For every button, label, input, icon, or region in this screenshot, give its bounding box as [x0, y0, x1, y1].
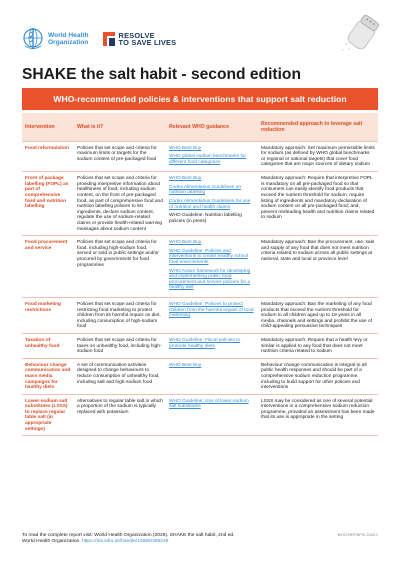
resolve-to-save-lives-logo: [103, 32, 177, 47]
guidance-link[interactable]: Codex Alimentarius Guidelines for use of nutrition and health claims: [169, 199, 251, 210]
approach-cell: Mandatory approach: Set maximum permissible limits for sodium (as defined by WHO global benchmarks or regional or national targets) that cover food categories that are major sources of dietary sodium: [258, 141, 378, 172]
guidance-link[interactable]: WHO Guideline: Policies and interventions to create healthy school food environments: [169, 248, 249, 265]
guidance-link[interactable]: WHO Best Buy: [169, 240, 202, 246]
intervention-cell: Food reformulation: [22, 141, 74, 172]
table-row: [22, 172, 378, 236]
who-logo: [22, 27, 89, 51]
guidance-link[interactable]: Codex Alimentarius Guidelines on nutrition labelling: [169, 184, 241, 196]
section-banner: WHO-recommended policies & interventions that support salt reduction: [22, 88, 378, 110]
description-cell: Policies that set scope and criteria for taxes on unhealthy food, including high-sodium food: [74, 333, 166, 358]
description-cell: Policies that set scope and criteria for food, including high-sodium food, served or sold in public settings and/or procured by governments for food programmes: [74, 236, 166, 298]
description-cell: A set of communication activities designed to change behaviours to reduce consumption of unhealthy food, including salt and high-sodium food: [74, 358, 166, 394]
footer-citation: To read the complete report visit: World Health Organization (2026). SHAKE the salt habit, 2nd ed.: [22, 533, 235, 538]
footer-publisher: World Health Organization.: [22, 539, 82, 545]
description-cell: Policies that set scope and criteria for providing interpretive information about healthiness of food, including sodium content, on the front of pre-packaged food, as part of comprehensive food and nutrition labelling policies to list ingredients, declare sodium content, regulate the use of sodium-related claims or provide health-related warning messages about sodium content: [74, 172, 166, 236]
who-name-line2: Organization: [48, 39, 89, 46]
intervention-cell: Behaviour change communication and mass media campaigns for healthy diets: [22, 358, 74, 394]
salt-shaker-icon: [340, 14, 384, 54]
guidance-link[interactable]: WHO Guideline: Use of lower-sodium salt substitutes: [169, 398, 249, 410]
table-header-row: [22, 113, 378, 141]
approach-cell: Mandatory approach: Ban the marketing of any food products that exceed the nutrient threshold for sodium to all children aged up to 18 years in all media, channels and settings and prohibit the use of child-appealing persuasive techniques: [258, 297, 378, 333]
guidance-cell: [166, 172, 258, 236]
approach-cell: Mandatory approach: Ban the procurement, use, sale and supply of any food that does not meet nutrition criteria related to sodium across all public settings at national, state and local or province level: [258, 236, 378, 298]
document-reference: WHO/HEP/NFS/ 2026.1: [337, 533, 378, 537]
resolve-mark-icon: [103, 32, 115, 46]
intervention-cell: Food procurement and service: [22, 236, 74, 298]
guidance-cell: [166, 358, 258, 394]
page-header: [22, 22, 378, 56]
approach-cell: Behaviour change communication is integral to all public health responses and should be part of a comprehensive sodium reduction programme, including to build support for other policies and interventions: [258, 358, 378, 394]
guidance-link[interactable]: WHO Best Buy: [169, 176, 202, 182]
intervention-cell: Taxation of unhealthy food: [22, 333, 74, 358]
guidance-link[interactable]: WHO Best Buy: [169, 145, 202, 151]
footer: [22, 533, 378, 545]
rtsl-line1: RESOLVE: [118, 30, 155, 40]
intervention-cell: Food marketing restrictions: [22, 297, 74, 333]
description-cell: Policies that set scope and criteria for restricting food marketing to protect children from its harmful impact on diet, including consumption of high-sodium food: [74, 297, 166, 333]
approach-cell: LSSS may be considered as one of several potential interventions in a comprehensive sodium reduction programme, provided an assessment has been made that its use is appropriate in the setting: [258, 394, 378, 436]
guidance-text: WHO Guideline: Nutrition labelling policies (in press): [169, 213, 242, 224]
guidance-link[interactable]: WHO Guideline: Policies to protect children from the harmful impact of food marketing: [169, 301, 254, 319]
approach-cell: Mandatory approach: Require that interpretive FOPL is mandatory on all pre-packaged food so that consumers can easily identify food products that exceed the nutrient threshold for sodium; require listing of ingredients and mandatory declaration of sodium content on all pre-packaged food; and, prevent misleading health and nutrition claims related to sodium: [258, 172, 378, 236]
table-row: [22, 333, 378, 358]
guidance-link[interactable]: WHO Action framework for developing and implementing public food procurement and service policies for a healthy diet: [169, 268, 251, 291]
report-link[interactable]: https://iris.who.int/handle/10665/385248: [81, 539, 169, 545]
approach-cell: Mandatory approach: Require that a health levy or similar is applied to any food that does not meet nutrition criteria related to sodium: [258, 333, 378, 358]
guidance-link[interactable]: WHO Best Buy: [169, 362, 202, 368]
table-row: [22, 358, 378, 394]
description-cell: Alternatives to regular table salt in which a proportion of the sodium is typically replaced with potassium: [74, 394, 166, 436]
guidance-cell: [166, 141, 258, 172]
table-row: [22, 297, 378, 333]
guidance-link[interactable]: WHO global sodium benchmarks for different food categories: [169, 154, 247, 165]
guidance-link[interactable]: WHO Guideline: Fiscal policies to promote healthy diets: [169, 337, 241, 349]
guidance-cell: [166, 236, 258, 298]
table-row: [22, 141, 378, 172]
page-title: SHAKE the salt habit - second edition: [22, 66, 301, 83]
intervention-cell: Lower-sodium salt substitutes (LSSS) to replace regular table salt (in appropriate settings): [22, 394, 74, 436]
rtsl-line2: TO SAVE LIVES: [118, 38, 177, 47]
policies-table: [22, 113, 378, 436]
guidance-cell: [166, 333, 258, 358]
table-body: [22, 141, 378, 436]
guidance-cell: [166, 297, 258, 333]
who-emblem-icon: [22, 27, 44, 51]
description-cell: Policies that set scope and criteria for maximum limits or targets for the sodium content of pre-packaged food: [74, 141, 166, 172]
table-row: [22, 236, 378, 298]
table-row: [22, 394, 378, 436]
guidance-cell: [166, 394, 258, 436]
column-header-intervention: Intervention: [22, 113, 74, 141]
column-header-what: What is it?: [74, 113, 166, 141]
who-name-line1: World Health: [48, 31, 89, 39]
column-header-guidance: Relevant WHO guidance: [166, 113, 258, 141]
column-header-approach: Recommended approach to leverage salt reduction: [258, 113, 378, 141]
intervention-cell: Front of package labelling (FOPL) as part of comprehensive food and nutrition labelling: [22, 172, 74, 236]
